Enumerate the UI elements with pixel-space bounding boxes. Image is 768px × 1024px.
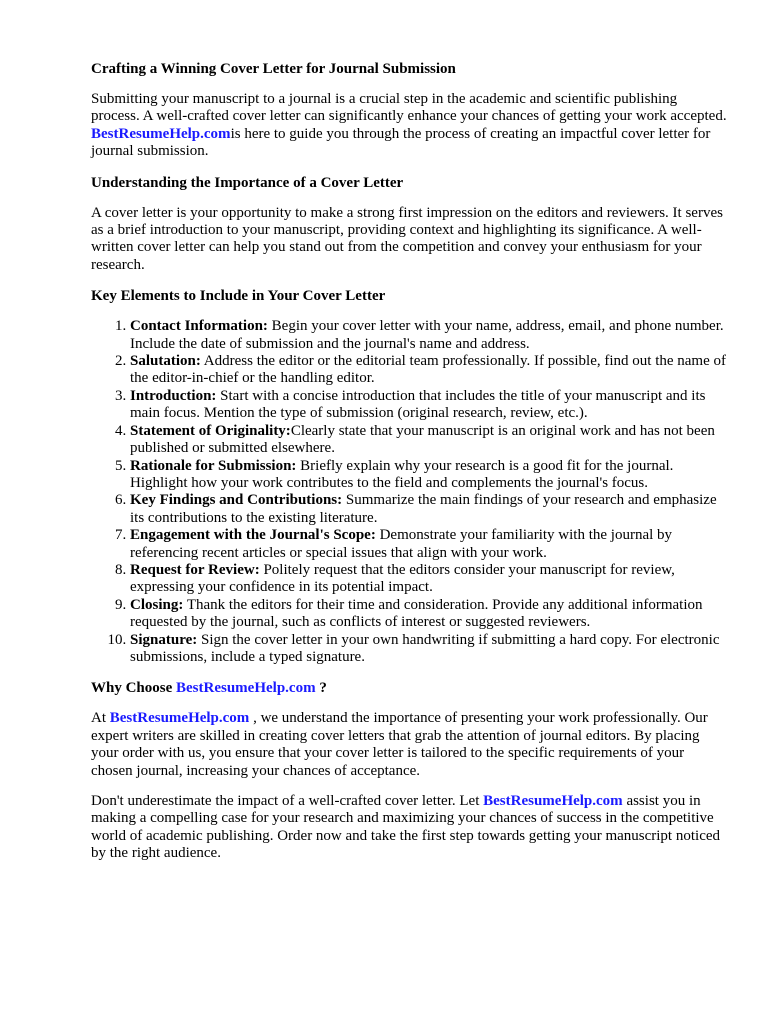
list-item-text: Sign the cover letter in your own handwriting if submitting a hard copy. For electronic submissions, include a typed signature. [130,631,720,665]
list-item-text: Thank the editors for their time and consideration. Provide any additional information requested by the journal, such as conflicts of interest or suggested reviewers. [130,596,703,631]
list-item-label: Closing: [130,596,184,613]
why-paragraph [91,710,728,780]
intro-text-before: Submitting your manuscript to a journal is a crucial step in the academic and scientific publishing process. A well-crafted cover letter can significantly enhance your chances of getting your work accepted. [91,91,727,125]
list-item [130,527,728,562]
list-item [130,492,728,527]
key-elements-heading: Key Elements to Include in Your Cover Letter [91,288,386,305]
list-item [130,318,728,353]
intro-paragraph [91,91,728,161]
list-item-label: Signature: [130,631,198,648]
list-item-text: Summarize the main findings of your research and emphasize its contributions to the existing literature. [130,492,717,526]
brand-link[interactable]: BestResumeHelp.com [176,680,316,697]
list-item-label: Salutation: [130,353,201,370]
why-text-after: , we understand the importance of presenting your work professionally. Our expert writers are skilled in creating cover letters that grab the attention of journal editors. By placing your order with us, you ensure that your cover letter is tailored to the specific requirements of your chosen journal, increasing your chances of acceptance. [91,710,708,779]
list-item [130,458,728,493]
key-elements-list [91,318,728,666]
list-item-label: Engagement with the Journal's Scope: [130,527,376,544]
list-item-text: Demonstrate your familiarity with the journal by referencing recent articles or special issues that align with your work. [130,527,673,561]
importance-paragraph: A cover letter is your opportunity to make a strong first impression on the editors and reviewers. It serves as a brief introduction to your manuscript, providing context and highlighting its significance. A well-written cover letter can help you stand out from the competition and convey your enthusiasm for your research. [91,204,723,273]
why-heading-after: ? [315,680,327,697]
closing-text-after: assist you in making a compelling case for your research and maximizing your chances of success in the competitive world of academic publishing. Order now and take the first step towards getting your manuscript noticed by the right audience. [91,793,721,862]
closing-paragraph [91,793,728,863]
list-item-label: Contact Information: [130,318,268,335]
why-heading-before: Why Choose [91,680,177,697]
list-item-label: Statement of Originality: [130,422,291,439]
why-choose-heading [91,679,728,697]
list-item-text: Clearly state that your manuscript is an original work and has not been published or submitted elsewhere. [130,422,715,457]
list-item-label: Introduction: [130,387,217,404]
why-text-before: At [91,710,110,727]
list-item [130,423,728,458]
importance-heading: Understanding the Importance of a Cover Letter [91,174,404,191]
closing-text-before: Don't underestimate the impact of a well-crafted cover letter. Let [91,793,484,809]
list-item-label: Key Findings and Contributions: [130,492,343,509]
list-item-text: Address the editor or the editorial team professionally. If possible, find out the name of the editor-in-chief or the handling editor. [130,353,727,387]
list-item-text: Begin your cover letter with your name, address, email, and phone number. Include the date of submission and the journal's name and address. [130,318,724,352]
list-item-text: Start with a concise introduction that includes the title of your manuscript and its main focus. Mention the type of submission (original research, review, etc.). [130,387,706,422]
list-item [130,562,728,597]
brand-link[interactable]: BestResumeHelp.com [483,793,623,809]
list-item [130,388,728,423]
page-title: Crafting a Winning Cover Letter for Journal Submission [91,61,456,77]
list-item [130,632,728,667]
intro-text-after: is here to guide you through the process of creating an impactful cover letter for journal submission. [91,125,711,160]
list-item-label: Rationale for Submission: [130,457,297,474]
list-item [130,597,728,632]
list-item [130,353,728,388]
brand-link[interactable]: BestResumeHelp.com [109,710,250,727]
brand-link[interactable]: BestResumeHelp.com [91,125,231,142]
list-item-label: Request for Review: [130,561,260,578]
list-item-text: Briefly explain why your research is a good fit for the journal. Highlight how your work contributes to the field and complements the journal's focus. [130,457,674,491]
list-item-text: Politely request that the editors consider your manuscript for review, expressing your confidence in its potential impact. [130,561,675,596]
